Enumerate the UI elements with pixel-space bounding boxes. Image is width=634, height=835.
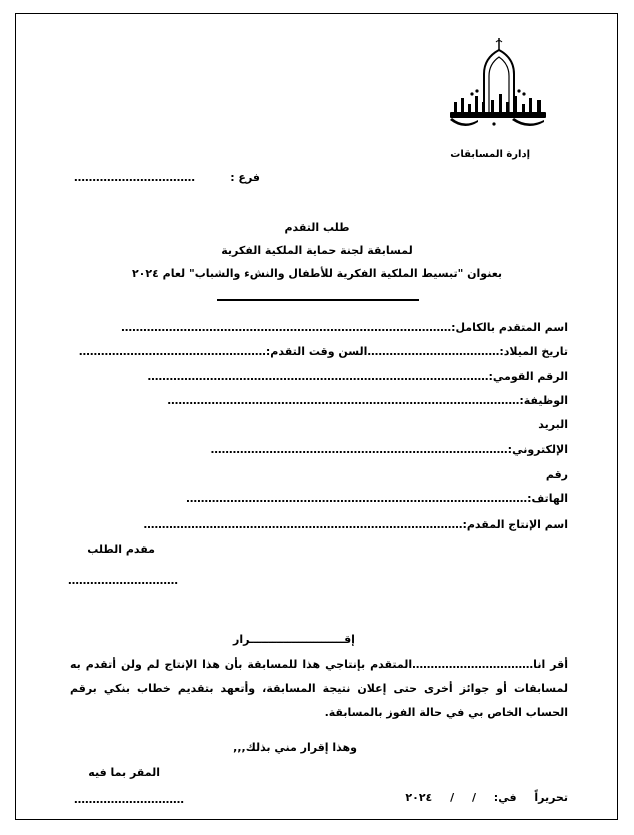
full-name-field[interactable]: اسم المتقدم بالكامل:………………………………………………………………………………: [121, 321, 568, 334]
council-logo: [444, 36, 554, 132]
email-field[interactable]: الإلكتروني:………………………………………………………………………: [210, 443, 568, 456]
applicant-signature-blank[interactable]: …………………………: [68, 574, 178, 587]
email-label: البريد: [538, 418, 568, 431]
work-title-field[interactable]: اسم الإنتاج المقدم:……………………………………………………………………………: [143, 518, 568, 531]
phone-label: رقم: [545, 468, 568, 481]
council-logo-mark: [444, 36, 554, 132]
phone-field[interactable]: الهاتف:…………………………………………………………………………………: [186, 492, 568, 505]
title-underline: [217, 299, 419, 301]
department-label: إدارة المسابقات: [450, 149, 530, 160]
branch-label: فرع :: [230, 171, 260, 184]
form-title: طلب التقدم: [284, 221, 350, 234]
birth-date-age-field[interactable]: تاريخ الميلاد:………………………………السن وقت التقدم:……………………………………………: [78, 345, 568, 358]
branch-blank[interactable]: ……………………………: [74, 171, 195, 184]
competition-title: بعنوان "تبسيط الملكية الفكرية للأطفال والنشء والشباب" لعام ٢٠٢٤: [131, 267, 503, 280]
declaration-paragraph: أقر انا……………………………المتقدم بإنتاجي هذا للمسابقة بأن هذا الإنتاج لم ولن أتقدم به لمسابقات أو جوائز أخرى حتى إعلان نتيجة المسابقة، وأتعهد بتقديم خطاب بنكي برقم الحساب الخاص بي في حالة الفوز بالمسابقة.: [70, 658, 568, 719]
declarant-label: المقر بما فيه: [88, 766, 160, 779]
national-id-field[interactable]: الرقم القومي:…………………………………………………………………………………: [147, 370, 568, 383]
date-field[interactable]: تحريراً في: / / ٢٠٢٤: [405, 791, 568, 804]
form-subtitle: لمسابقة لجنة حماية الملكية الفكرية: [221, 244, 413, 257]
declaration-heading: إقـــــــــــــــــــــــــرار: [233, 633, 355, 646]
job-field[interactable]: الوظيفة:……………………………………………………………………………………: [167, 394, 568, 407]
applicant-label: مقدم الطلب: [87, 543, 155, 556]
declarant-signature-blank[interactable]: …………………………: [74, 793, 184, 806]
declaration-closing: وهذا إقرار مني بذلك,,,: [233, 741, 357, 754]
